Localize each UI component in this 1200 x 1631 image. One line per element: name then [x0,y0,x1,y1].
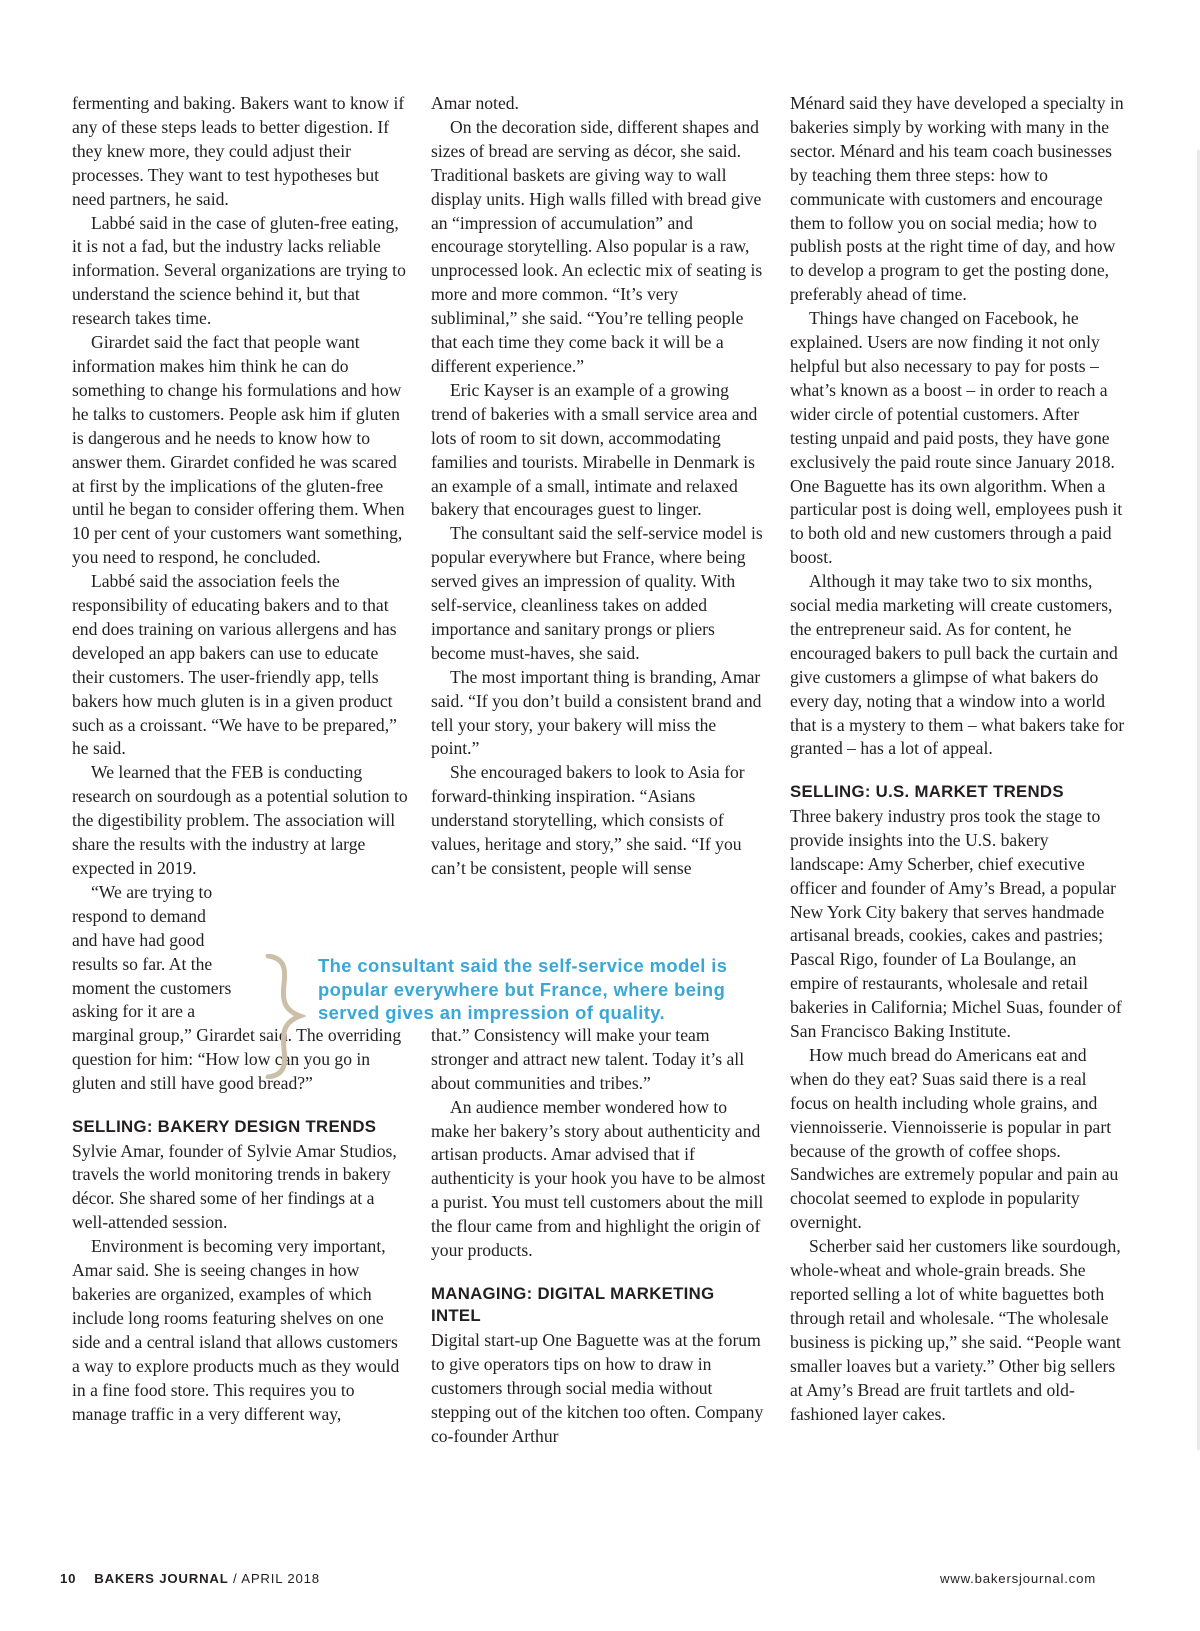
publication-name: BAKERS JOURNAL [94,1571,229,1586]
paragraph: Labbé said in the case of gluten-free eating, it is not a fad, but the industry lacks reliable information. Several organizations are trying to understand the science behind it, but that research takes time. [72,212,406,329]
page-footer [0,1571,1200,1593]
pull-quote [262,954,782,1079]
paragraph: marginal group,” Girardet said. The overriding question for him: “How low can you go in gluten and still have good bread?” [72,1025,402,1094]
paragraph: How much bread do Americans eat and when do they eat? Suas said there is a real focus on health including whole grains, and viennoisserie. Viennoisserie is popular in part because of the growth of coffee shops. Sandwiches are extremely popular and pain au chocolat seemed to explode in popularity overnight. [790,1044,1119,1233]
paragraph: Ménard said they have developed a specialty in bakeries simply by working with many in the sector. Ménard and his team coach businesses by teaching them three steps: how to communicate with customers and encourage them to follow you on social media; how to publish posts at the right time of day, and how to develop a program to get the posting done, preferably ahead of time. [790,93,1124,305]
paragraph: Things have changed on Facebook, he explained. Users are now finding it not only helpful but also necessary to pay for posts – what’s known as a boost – in order to reach a wider circle of potential customers. After testing unpaid and paid posts, they have gone exclusively the paid route since January 2018. One Baguette has its own algorithm. When a particular post is doing well, employees push it to both old and new customers through a paid boost. [790,308,1123,568]
article-column-2 [431,92,767,1449]
paragraph: Although it may take two to six months, social media marketing will create customers, the entrepreneur said. As for content, he encouraged bakers to pull back the curtain and give customers a glimpse of what bakers do every day, noting that a window into a world that is a mystery to them – what bakers take for granted – has a lot of appeal. [790,571,1125,759]
paragraph: fermenting and baking. Bakers want to know if any of these steps leads to better digestion. If they knew more, they could adjust their processes. They want to test hypotheses but need partners, he said. [72,93,405,209]
paragraph: Labbé said the association feels the responsibility of educating bakers and to that end does training on various allergens and has developed an app bakers can use to educate their customers. The user-friendly app, tells bakers how much gluten is in a given product such as a croissant. “We have to be prepared,” he said. [72,571,397,759]
paragraph: that.” Consistency will make your team stronger and attract new talent. Today it’s all about communities and tribes.” [431,1024,745,1093]
curly-brace-icon [262,954,306,1079]
paragraph: Girardet said the fact that people want information makes him think he can do something to change his formulations and how he talks to customers. People ask him if gluten is dangerous and he needs to know how to answer them. Girardet confided he was scared at first by the implications of the gluten-free until he began to consider offering them. When 10 per cent of your customers want something, you need to respond, he concluded. [72,332,405,568]
article-column-3 [790,92,1126,1426]
paragraph: Eric Kayser is an example of a growing trend of bakeries with a small service area and lots of room to sit down, accommodating families and tourists. Mirabelle in Denmark is an example of a small, intimate and relaxed bakery that encourages guest to linger. [431,379,758,520]
pull-quote-text: The consultant said the self-service model is popular everywhere but France, where being served gives an impression of quality. [318,955,728,1024]
website-link[interactable]: www.bakersjournal.com [939,1571,1096,1586]
section-heading-digital-marketing: MANAGING: DIGITAL MARKETING INTEL [431,1283,715,1326]
paragraph: We learned that the FEB is conducting research on sourdough as a potential solution to the digestibility problem. The association will share the results with the industry at large expected in 2019. [72,762,408,878]
paragraph: The consultant said the self-service model is popular everywhere but France, where being served gives an impression of quality. With self-service, cleanliness takes on added importance and sanitary prongs or pliers become must-haves, she said. [431,523,763,663]
paragraph: “We are trying to respond to demand and have had good results so far. At the moment the customers asking for it are a [72,881,232,1022]
section-heading-bakery-design-trends: SELLING: BAKERY DESIGN TRENDS [72,1117,377,1137]
section-heading-us-market-trends: SELLING: U.S. MARKET TRENDS [790,782,1064,802]
paragraph: Digital start-up One Baguette was at the forum to give operators tips on how to draw in customers through social media without stepping out of the kitchen too often. Company co-founder Arthur [431,1329,764,1446]
paragraph: Sylvie Amar, founder of Sylvie Amar Studios, travels the world monitoring trends in bakery décor. She shared some of her findings at a well-attended session. [72,1140,397,1233]
paragraph: On the decoration side, different shapes and sizes of bread are serving as décor, she said. Traditional baskets are giving way to wall display units. High walls filled with bread give an “impression of accumulation” and encourage storytelling. Also popular is a raw, unprocessed look. An eclectic mix of seating is more and more common. “It’s very subliminal,” she said. “You’re telling people that each time they come back it will be a different experience.” [431,116,763,376]
paragraph: Environment is becoming very important, Amar said. She is seeing changes in how bakeries are organized, examples of which include long rooms featuring shelves on one side and a central island that allows customers a way to explore products much as they would in a fine food store. This requires you to manage traffic in a very different way, [72,1236,400,1424]
footer-folio [60,1571,320,1586]
paragraph: Scherber said her customers like sourdough, whole-wheat and whole-grain breads. She reported selling a lot of white baguettes both through retail and wholesale. “The wholesale business is picking up,” she said. “People want smaller loaves but a variety.” Other big sellers at Amy’s Bread are fruit tartlets and old-fashioned layer cakes. [790,1236,1121,1424]
page-number: 10 [60,1571,77,1586]
paragraph: The most important thing is branding, Amar said. “If you don’t build a consistent brand and tell your story, your bakery will miss the point.” [431,666,762,759]
paragraph: Amar noted. [431,93,519,113]
paragraph: Three bakery industry pros took the stage to provide insights into the U.S. bakery landscape: Amy Scherber, chief executive officer and founder of Amy’s Bread, a popular New York City bakery that serves handmade artisanal breads, cookies, cakes and pastries; Pascal Rigo, founder of La Boulange, an empire of restaurants, wholesale and retail bakeries in California; Michel Suas, founder of San Francisco Baking Institute. [790,805,1122,1042]
paragraph: She encouraged bakers to look to Asia for forward-thinking inspiration. “Asians understand storytelling, which consists of values, heritage and story,” she said. “If you can’t be consistent, people will sense [431,762,745,878]
issue-date: / APRIL 2018 [228,1571,320,1586]
paragraph: An audience member wondered how to make her bakery’s story about authenticity and artisan products. Amar advised that if authenticity is your hook you have to be almost a purist. You must tell customers about the mill the flour came from and highlight the origin of your products. [431,1096,766,1261]
article-column-1 [72,92,408,1426]
